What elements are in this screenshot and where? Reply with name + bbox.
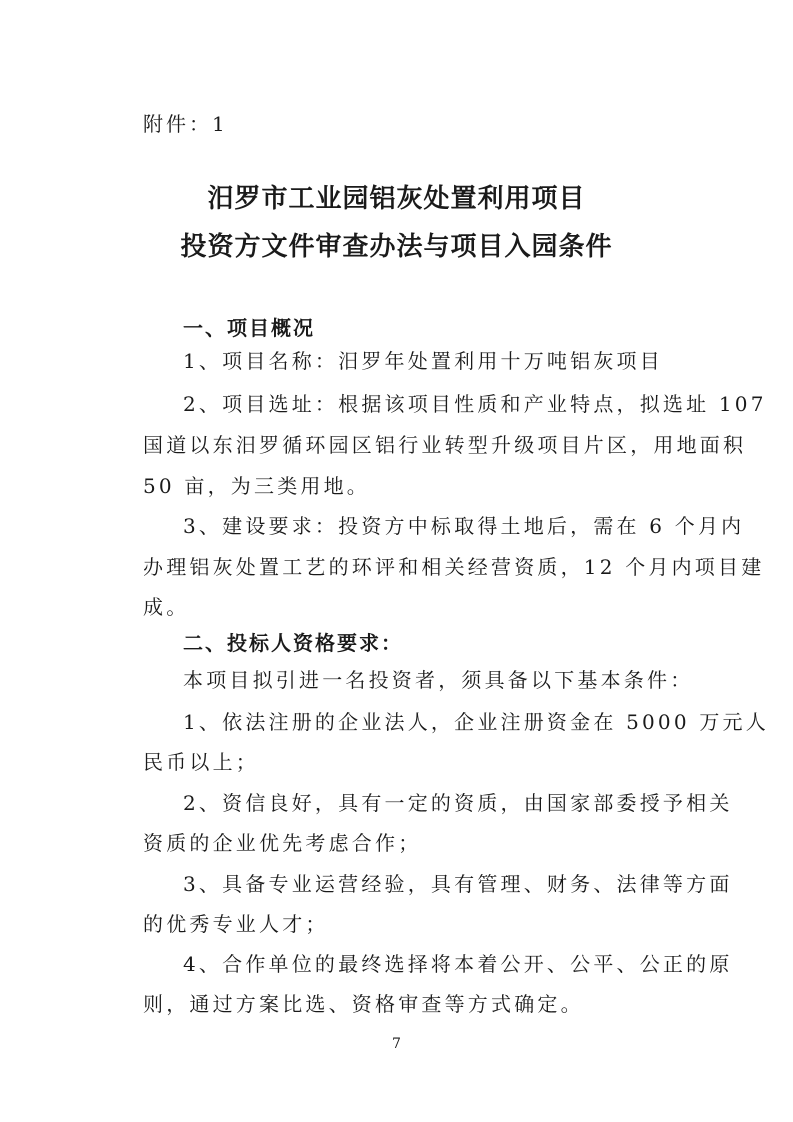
section-1-item-3-line-1: 3、建设要求：投资方中标取得土地后，需在 6 个月内 (183, 514, 745, 538)
section-2-requirement-4-line-1: 4、合作单位的最终选择将本着公开、公平、公正的原 (183, 952, 733, 976)
document-title-line-2: 投资方文件审查办法与项目入园条件 (180, 232, 613, 262)
section-2-intro: 本项目拟引进一名投资者，须具备以下基本条件： (183, 668, 694, 692)
document-title-line-1: 汨罗市工业园铝灰处置利用项目 (207, 184, 586, 214)
section-2-requirement-1-line-2: 民币以上； (143, 750, 259, 774)
section-1-heading: 一、项目概况 (183, 316, 315, 340)
section-1-item-3-line-3: 成。 (143, 595, 190, 619)
section-2-heading: 二、投标人资格要求： (183, 631, 403, 655)
section-2-requirement-3-line-2: 的优秀专业人才； (143, 912, 329, 936)
section-2-requirement-4-line-2: 则，通过方案比选、资格审查等方式确定。 (143, 992, 584, 1016)
section-2-requirement-2-line-1: 2、资信良好，具有一定的资质，由国家部委授予相关 (183, 791, 733, 815)
section-2-requirement-3-line-1: 3、具备专业运营经验，具有管理、财务、法律等方面 (183, 872, 733, 896)
attachment-label: 附件：1 (143, 112, 228, 136)
section-1-item-1: 1、项目名称：汨罗年处置利用十万吨铝灰项目 (183, 349, 663, 373)
section-1-item-2-line-2: 国道以东汨罗循环园区铝行业转型升级项目片区，用地面积 (143, 433, 747, 457)
section-1-item-3-line-2: 办理铝灰处置工艺的环评和相关经营资质，12 个月内项目建 (143, 555, 765, 579)
section-1-item-2-line-1: 2、项目选址：根据该项目性质和产业特点，拟选址 107 (183, 392, 767, 416)
page-number: 7 (392, 1036, 401, 1052)
section-1-item-2-line-3: 50 亩，为三类用地。 (143, 474, 371, 498)
section-2-requirement-1-line-1: 1、依法注册的企业法人，企业注册资金在 5000 万元人 (183, 710, 769, 734)
section-2-requirement-2-line-2: 资质的企业优先考虑合作； (143, 831, 422, 855)
